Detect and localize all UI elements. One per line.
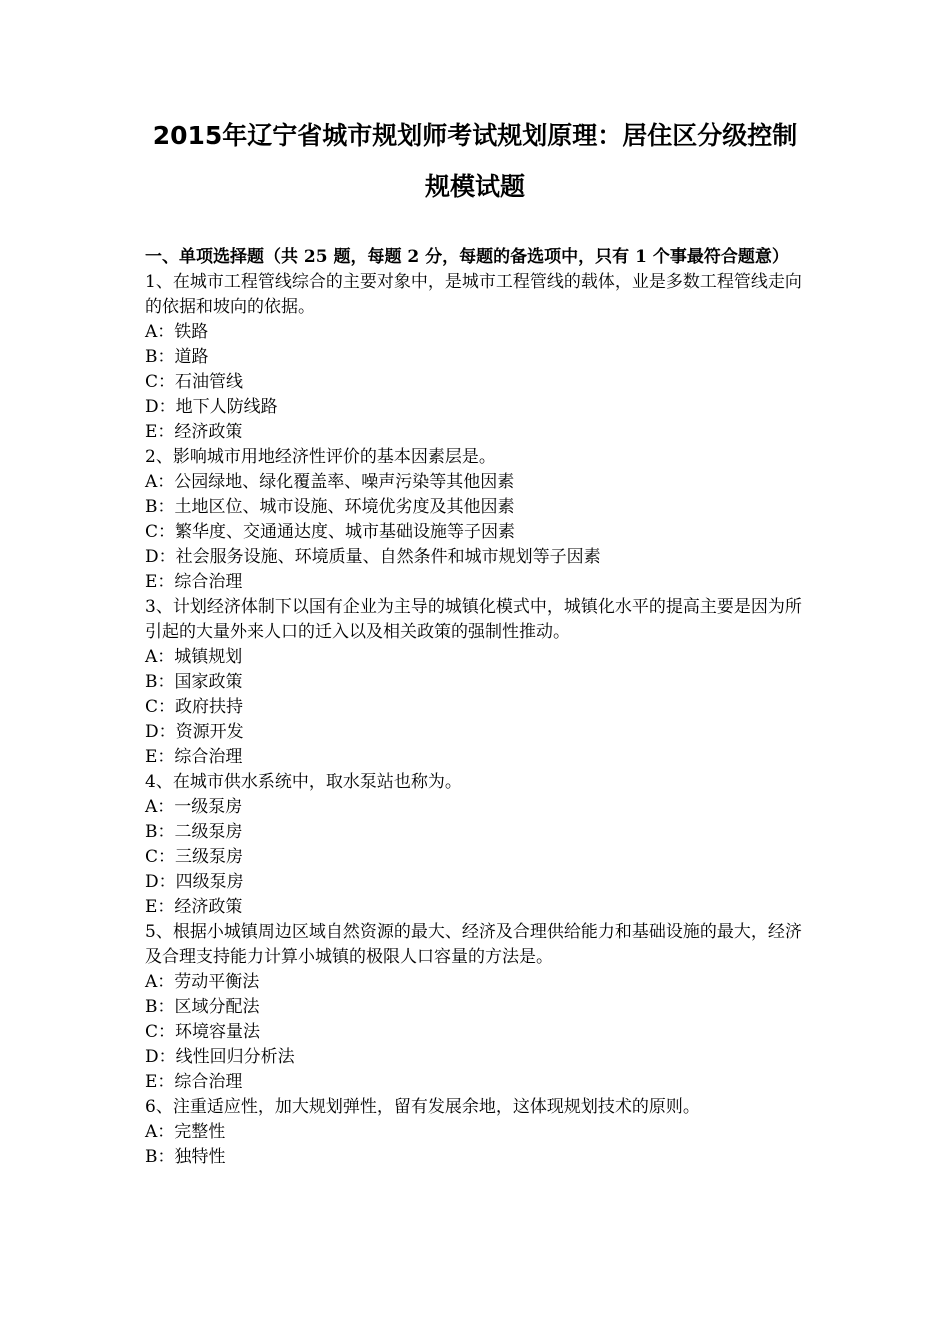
option-e: E：经济政策 xyxy=(145,897,243,917)
option-b: B：二级泵房 xyxy=(145,822,243,842)
option-e: E：综合治理 xyxy=(145,1072,243,1092)
option-a: A：完整性 xyxy=(145,1122,226,1142)
question-stem: 1、在城市工程管线综合的主要对象中，是城市工程管线的载体，业是多数工程管线走向的依据和坡向的依据。 xyxy=(145,272,802,317)
question-stem: 4、在城市供水系统中，取水泵站也称为。 xyxy=(145,772,462,792)
option-a: A：铁路 xyxy=(145,322,209,342)
option-d: D：地下人防线路 xyxy=(145,397,278,417)
option-b: B：道路 xyxy=(145,347,209,367)
question-6 xyxy=(145,1095,809,1170)
option-d: D：社会服务设施、环境质量、自然条件和城市规划等子因素 xyxy=(145,547,601,567)
option-c: C：政府扶持 xyxy=(145,697,244,717)
question-stem: 2、影响城市用地经济性评价的基本因素层是。 xyxy=(145,447,496,467)
question-5 xyxy=(145,920,809,1095)
question-2 xyxy=(145,445,809,595)
option-c: C：繁华度、交通通达度、城市基础设施等子因素 xyxy=(145,522,516,542)
question-1 xyxy=(145,270,809,445)
option-e: E：综合治理 xyxy=(145,572,243,592)
option-a: A：劳动平衡法 xyxy=(145,972,260,992)
question-stem: 6、注重适应性，加大规划弹性，留有发展余地，这体现规划技术的原则。 xyxy=(145,1097,700,1117)
document-body xyxy=(145,245,809,1170)
option-b: B：独特性 xyxy=(145,1147,226,1167)
page-title-line-2: 规模试题 xyxy=(424,172,525,201)
option-a: A：公园绿地、绿化覆盖率、噪声污染等其他因素 xyxy=(145,472,515,492)
question-3 xyxy=(145,595,809,770)
question-stem: 5、根据小城镇周边区域自然资源的最大、经济及合理供给能力和基础设施的最大，经济及合理支持能力计算小城镇的极限人口容量的方法是。 xyxy=(145,922,802,967)
option-d: D：资源开发 xyxy=(145,722,244,742)
option-e: E：经济政策 xyxy=(145,422,243,442)
option-c: C：环境容量法 xyxy=(145,1022,261,1042)
option-d: D：线性回归分析法 xyxy=(145,1047,295,1067)
question-stem: 3、计划经济体制下以国有企业为主导的城镇化模式中，城镇化水平的提高主要是因为所引起的大量外来人口的迁入以及相关政策的强制性推动。 xyxy=(145,597,802,642)
option-b: B：区域分配法 xyxy=(145,997,260,1017)
option-b: B：土地区位、城市设施、环境优劣度及其他因素 xyxy=(145,497,515,517)
question-4 xyxy=(145,770,809,920)
option-a: A：一级泵房 xyxy=(145,797,243,817)
option-b: B：国家政策 xyxy=(145,672,243,692)
section-heading: 一、单项选择题（共 25 题，每题 2 分，每题的备选项中，只有 1 个事最符合题意） xyxy=(145,247,789,267)
option-a: A：城镇规划 xyxy=(145,647,243,667)
page-title-line-1: 2015年辽宁省城市规划师考试规划原理：居住区分级控制 xyxy=(152,121,798,150)
option-c: C：三级泵房 xyxy=(145,847,244,867)
option-e: E：综合治理 xyxy=(145,747,243,767)
option-d: D：四级泵房 xyxy=(145,872,244,892)
option-c: C：石油管线 xyxy=(145,372,244,392)
